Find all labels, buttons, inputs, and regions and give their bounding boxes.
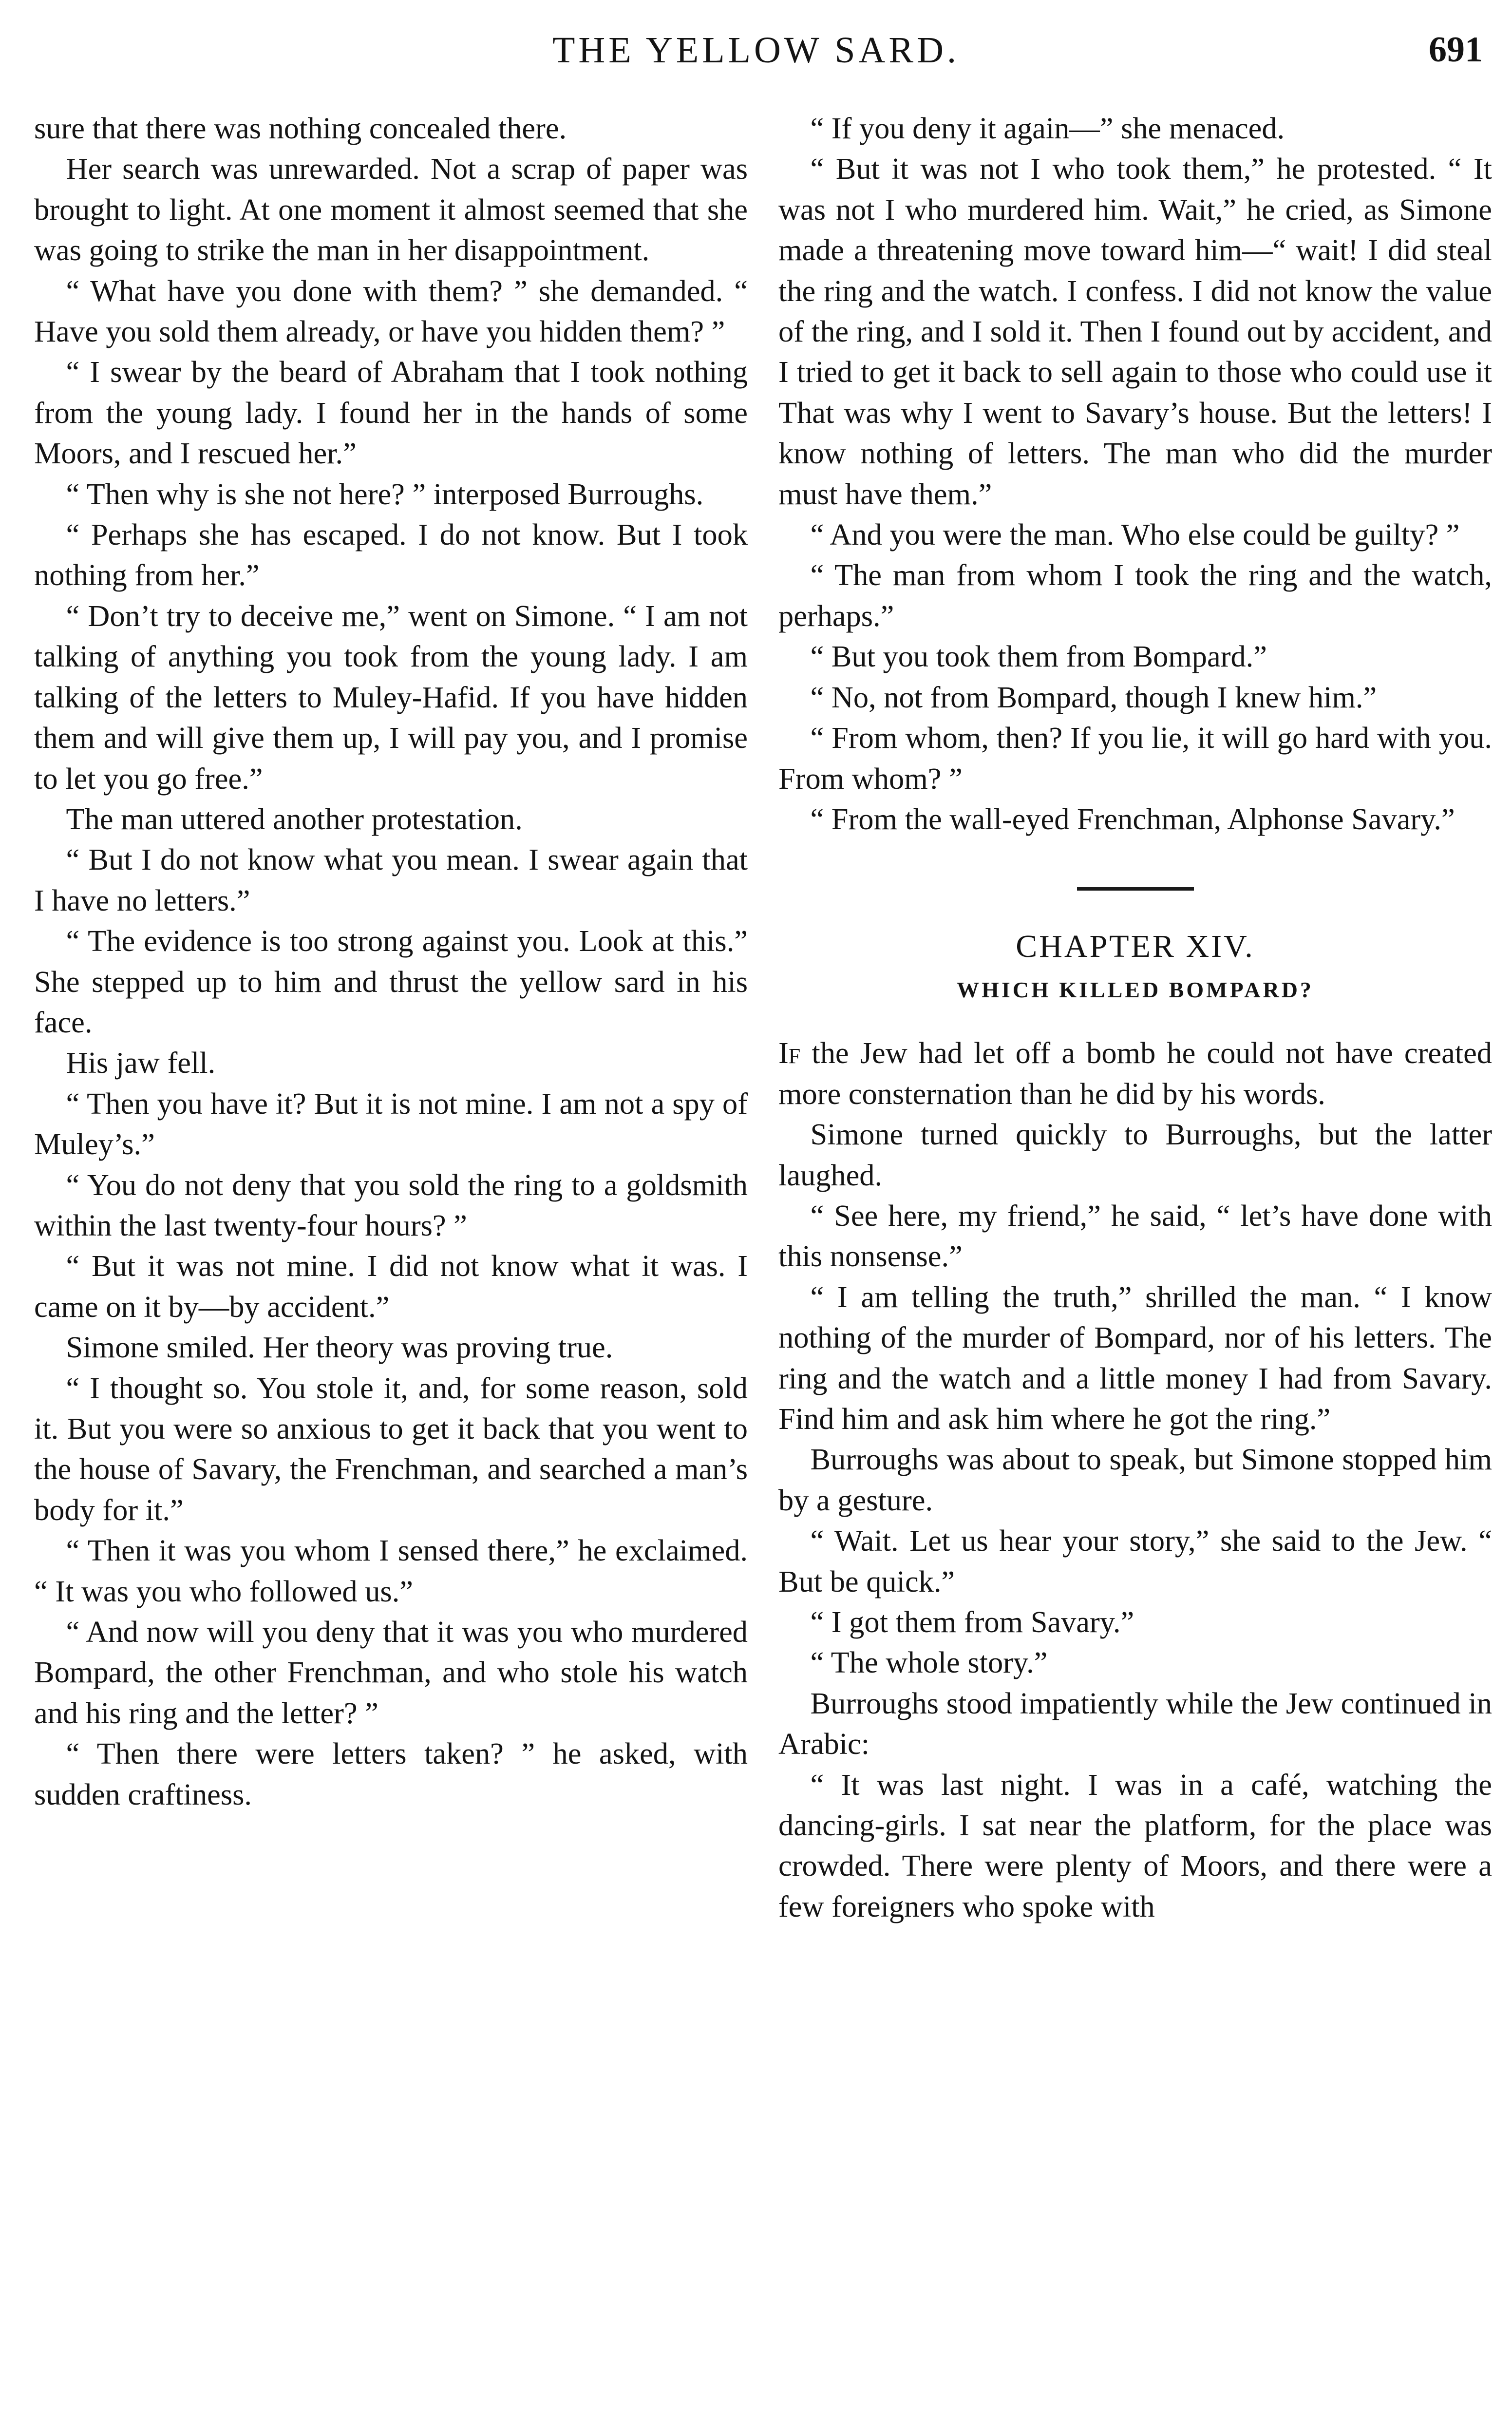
paragraph: “ And you were the man. Who else could be guilty? ” [810,518,1460,552]
paragraph: Simone smiled. Her theory was proving true. [66,1331,613,1365]
paragraph: “ Then there were letters taken? ” he asked, with sudden craftiness. [34,1737,748,1811]
paragraph: “ I thought so. You stole it, and, for some reason, sold it. But you were so anxious to get it back that you went to the house of Savary, the Frenchman, and searched a man’s body for it.” [34,1371,748,1527]
paragraph: Burroughs was about to speak, but Simone stopped him by a gesture. [778,1443,1492,1517]
paragraph: “ What have you done with them? ” she demanded. “ Have you sold them already, or have you hidden them? ” [34,274,748,349]
paragraph: His jaw fell. [66,1046,216,1080]
paragraph: “ I got them from Savary.” [810,1605,1134,1639]
paragraph: “ The man from whom I took the ring and the watch, perhaps.” [778,558,1492,633]
chapter-opening-paragraph [778,1033,1492,1114]
opening-word: If [778,1036,801,1070]
paragraph: “ See here, my friend,” he said, “ let’s have done with this nonsense.” [778,1199,1492,1274]
section-divider [1077,887,1194,891]
paragraph: “ I am telling the truth,” shrilled the man. “ I know nothing of the murder of Bompard, nor of his letters. The ring and the watch and a little money I had from Savary. Find him and ask him where he got the ring.” [778,1280,1492,1436]
paragraph: “ It was last night. I was in a café, watching the dancing-girls. I sat near the platform, for the place was crowded. There were plenty of Moors, and there were a few foreigners who spoke with [778,1768,1492,1923]
paragraph: “ If you deny it again—” she menaced. [810,112,1285,145]
page-header [0,29,1512,83]
page-number: 691 [1429,30,1483,70]
opening-paragraph-text: the Jew had let off a bomb he could not have created more consternation than he did by his words. [778,1036,1492,1111]
paragraph: Her search was unrewarded. Not a scrap of paper was brought to light. At one moment it almost seemed that she was going to strike the man in her disappointment. [34,152,748,267]
paragraph: “ Then you have it? But it is not mine. I am not a spy of Muley’s.” [34,1086,748,1161]
paragraph: “ The whole story.” [810,1646,1048,1680]
paragraph: “ Then why is she not here? ” interposed Burroughs. [66,477,704,511]
paragraph: Burroughs stood impatiently while the Jew continued in Arabic: [778,1686,1492,1761]
paragraph: “ The evidence is too strong against you. Look at this.” She stepped up to him and thrust the yellow sard in his face. [34,924,748,1039]
paragraph: “ Perhaps she has escaped. I do not know. But I took nothing from her.” [34,518,748,592]
paragraph: sure that there was nothing concealed there. [34,112,567,145]
paragraph: “ I swear by the beard of Abraham that I took nothing from the young lady. I found her in the hands of some Moors, and I rescued her.” [34,355,748,471]
chapter-subtitle: WHICH KILLED BOMPARD? [957,977,1314,1003]
paragraph: “ But it was not mine. I did not know what it was. I came on it by—by accident.” [34,1249,748,1324]
left-column [34,108,748,1815]
paragraph: “ From the wall-eyed Frenchman, Alphonse Savary.” [810,802,1455,836]
paragraph: The man uttered another protestation. [66,802,523,836]
paragraph: “ Wait. Let us hear your story,” she said to the Jew. “ But be quick.” [778,1524,1492,1599]
paragraph: “ But you took them from Bompard.” [810,640,1267,674]
paragraph: “ Then it was you whom I sensed there,” he exclaimed. “ It was you who followed us.” [34,1534,748,1608]
paragraph: “ You do not deny that you sold the ring to a goldsmith within the last twenty-four hours? ” [34,1168,748,1242]
paragraph: “ But I do not know what you mean. I swear again that I have no letters.” [34,843,748,917]
paragraph: “ Don’t try to deceive me,” went on Simone. “ I am not talking of anything you took from the young lady. I am talking of the letters to Muley-Hafid. If you have hidden them and will give them up, I will pay you, and I promise to let you go free.” [34,599,748,796]
paragraph: “ From whom, then? If you lie, it will go hard with you. From whom? ” [778,721,1492,796]
paragraph: Simone turned quickly to Burroughs, but the latter laughed. [778,1118,1492,1192]
paragraph: “ And now will you deny that it was you who murdered Bompard, the other Frenchman, and who stole his watch and his ring and the letter? ” [34,1615,748,1730]
chapter-title: CHAPTER XIV. [1016,929,1255,965]
paragraph: “ No, not from Bompard, though I knew him.” [810,680,1377,714]
paragraph: “ But it was not I who took them,” he protested. “ It was not I who murdered him. Wait,” he cried, as Simone made a threatening move toward him—“ wait! I did steal the ring and the watch. I confess. I did not know the value of the ring, and I sold it. Then I found out by accident, and I tried to get it back to sell again to those who could use it That was why I went to Savary’s house. But the letters! I know nothing of letters. The man who did the murder must have them.” [778,152,1492,511]
right-column [778,108,1492,1927]
running-title: THE YELLOW SARD. [552,30,960,71]
